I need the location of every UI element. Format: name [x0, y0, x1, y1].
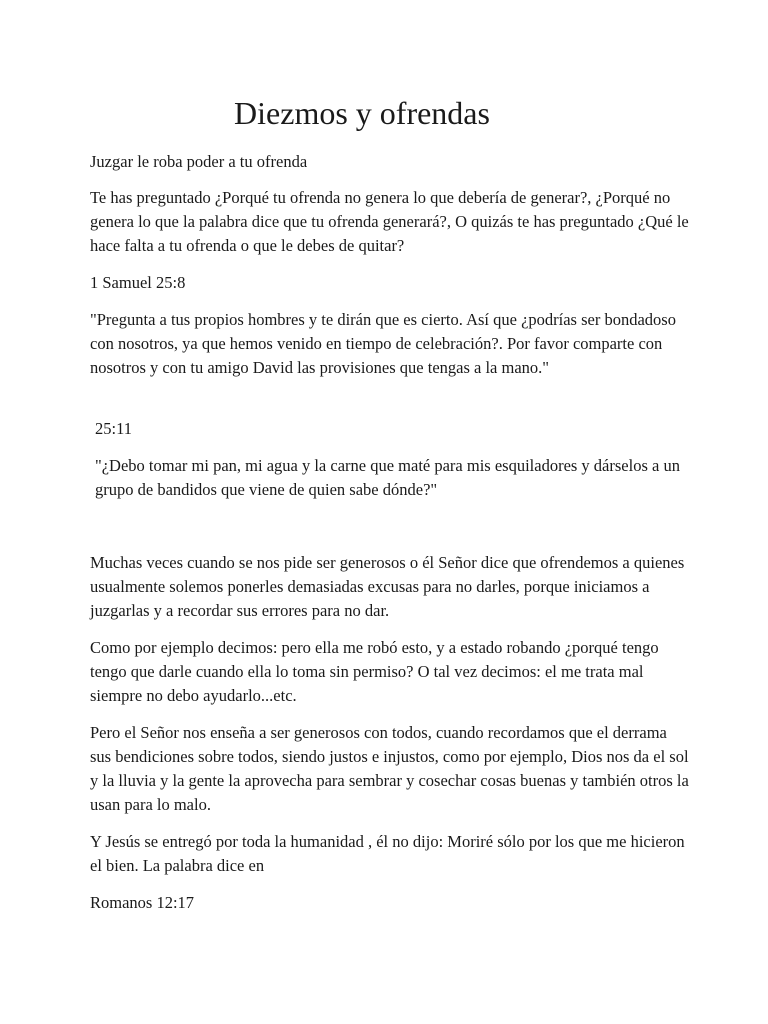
verse-quote-25-8: "Pregunta a tus propios hombres y te dirán que es cierto. Así que ¿podrías ser bondadoso con nosotros, ya que hemos venido en tiempo de celebración?. Por favor comparte con nosotros y con tu amigo David las provisiones que tengas a la mano." — [90, 310, 676, 377]
body-paragraph-3: Pero el Señor nos enseña a ser generosos con todos, cuando recordamos que el derrama sus bendiciones sobre todos, siendo justos e injustos, como por ejemplo, Dios nos da el sol y la lluvia y la gente la aprovecha para sembrar y cosechar cosas buenas y también otros la usan para lo malo. — [90, 723, 689, 814]
body-paragraph-2: Como por ejemplo decimos: pero ella me robó esto, y a estado robando ¿porqué tengo tengo que darle cuando ella lo toma sin permiso? O tal vez decimos: el me trata mal siempre no debo ayudarlo...etc. — [90, 638, 659, 705]
body-paragraph-1: Muchas veces cuando se nos pide ser generosos o él Señor dice que ofrendemos a quienes usualmente solemos ponerles demasiadas excusas para no darles, porque iniciamos a juzgarlas y a recordar sus errores para no dar. — [90, 553, 685, 620]
document-title: Diezmos y ofrendas — [234, 95, 490, 131]
verse-reference-25-11: 25:11 — [95, 419, 132, 438]
subtitle-paragraph: Juzgar le roba poder a tu ofrenda — [90, 152, 308, 171]
intro-paragraph: Te has preguntado ¿Porqué tu ofrenda no genera lo que debería de generar?, ¿Porqué no genera lo que la palabra dice que tu ofrenda generará?, O quizás te has preguntado ¿Qué le hace falta a tu ofrenda o que le debes de quitar? — [90, 188, 689, 255]
verse-reference-1-samuel-25-8: 1 Samuel 25:8 — [90, 273, 186, 292]
verse-reference-romanos-12-17: Romanos 12:17 — [90, 893, 195, 912]
body-paragraph-4: Y Jesús se entregó por toda la humanidad , él no dijo: Moriré sólo por los que me hicieron el bien. La palabra dice en — [90, 832, 685, 875]
verse-quote-25-11: "¿Debo tomar mi pan, mi agua y la carne que maté para mis esquiladores y dárselos a un grupo de bandidos que viene de quien sabe dónde?" — [95, 456, 680, 499]
